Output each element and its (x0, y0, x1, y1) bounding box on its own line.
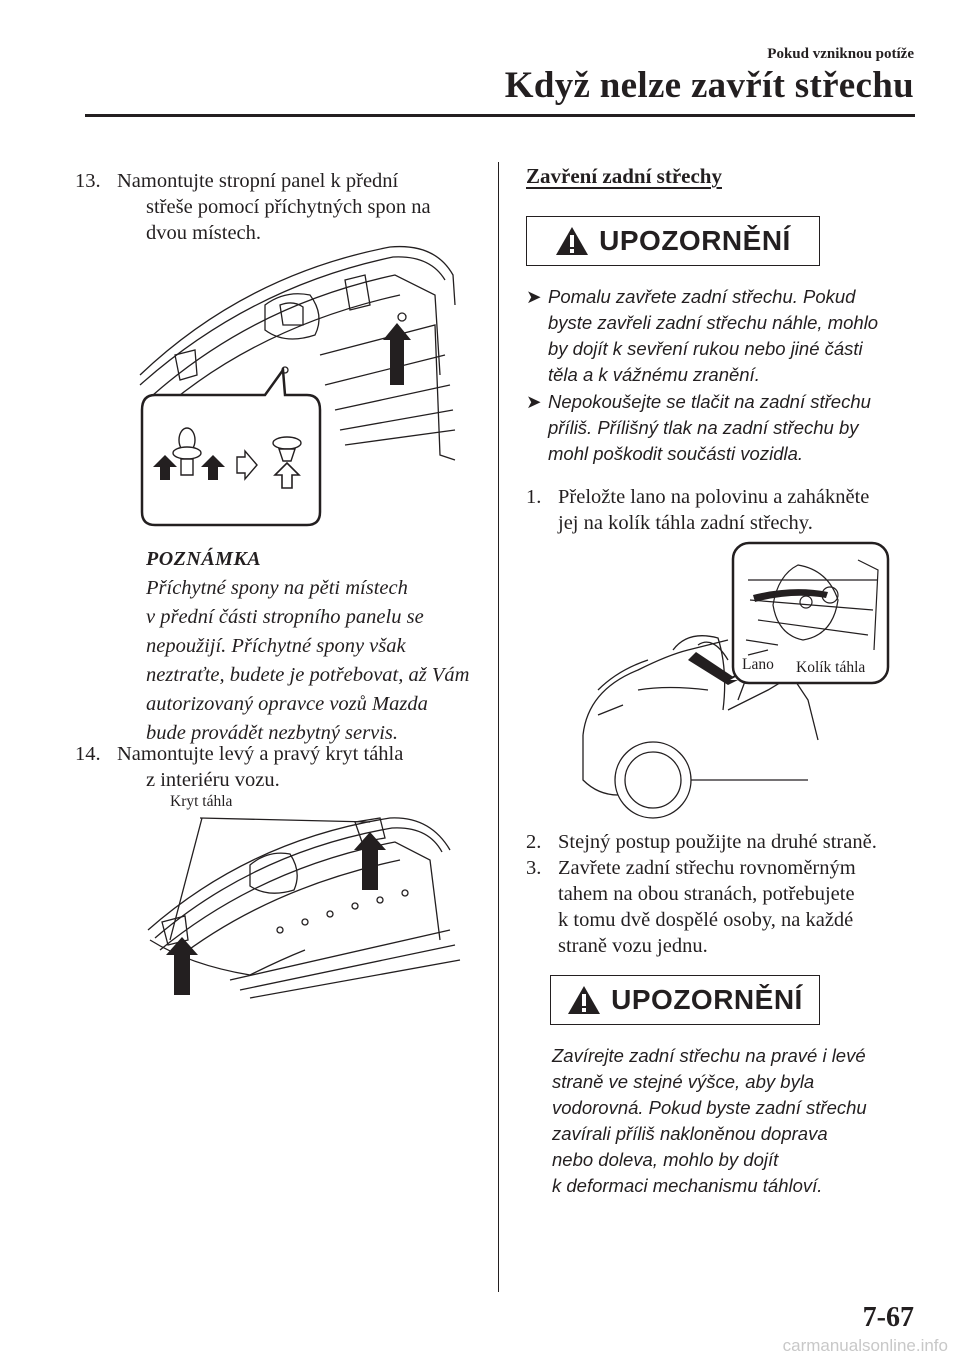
figure-label-rod-cover: Kryt táhla (170, 793, 233, 810)
warning1-item2-line2: příliš. Přílišný tlak na zadní střechu by (548, 417, 859, 438)
page-title: Když nelze zavřít střechu (504, 65, 914, 106)
warning1-item1-line1: Pomalu zavřete zadní střechu. Pokud (548, 286, 856, 307)
step-1-number: 1. (526, 486, 542, 508)
step-3-line-3: k tomu dvě dospělé osoby, na každé (558, 909, 854, 931)
step-14-line-1: Namontujte levý a pravý kryt táhla (117, 743, 404, 765)
note-line-5: autorizovaný opravce vozů Mazda (146, 693, 428, 715)
warning1-item1-line3: by dojít k sevření rukou nebo jiné části (548, 338, 863, 359)
step-3-number: 3. (526, 857, 542, 879)
warning1-item2-line3: mohl poškodit součásti vozidla. (548, 443, 804, 464)
warning2-line-2: straně ve stejné výšce, aby byla (552, 1071, 815, 1092)
step-3-line-2: tahem na obou stranách, potřebujete (558, 883, 855, 905)
figure-rope-on-pin (578, 540, 898, 825)
bullet-arrow-icon: ➤ (526, 391, 542, 412)
note-heading: POZNÁMKA (146, 548, 262, 570)
figure-label-rope: Lano (742, 656, 774, 673)
step-14-line-2: z interiéru vozu. (146, 769, 280, 791)
step-2-number: 2. (526, 831, 542, 853)
warning-title-1: UPOZORNĚNÍ (599, 225, 791, 256)
figure-label-rod-pin: Kolík táhla (796, 659, 866, 676)
note-line-2: v přední části stropního panelu se (146, 606, 424, 628)
warning2-line-5: nebo doleva, mohlo by dojít (552, 1149, 779, 1170)
step-2-line-1: Stejný postup použijte na druhé straně. (558, 831, 877, 853)
warning2-line-1: Zavírejte zadní střechu na pravé i levé (552, 1045, 866, 1066)
note-line-3: nepoužijí. Příchytné spony však (146, 635, 406, 657)
note-line-4: neztraťte, budete je potřebovat, až Vám (146, 664, 470, 686)
warning1-item1-line2: byste zavřeli zadní střechu náhle, mohlo (548, 312, 879, 333)
warning1-item1-line4: těla a k vážnému zranění. (548, 364, 760, 385)
note-line-6: bude provádět nezbytný servis. (146, 722, 399, 744)
note-line-1: Příchytné spony na pěti místech (146, 577, 408, 599)
watermark: carmanualsonline.info (782, 1336, 948, 1355)
warning-banner-2 (550, 975, 820, 1025)
step-13-line-1: Namontujte stropní panel k přední (117, 170, 399, 192)
section-heading-close-rear-roof: Zavření zadní střechy (526, 164, 722, 188)
step-1-line-2: jej na kolík táhla zadní střechy. (558, 512, 813, 534)
warning2-line-4: zavírali příliš nakloněnou doprava (552, 1123, 828, 1144)
step-1-line-1: Přeložte lano na polovinu a zahákněte (558, 486, 870, 508)
header-section: Pokud vzniknou potíže (767, 46, 914, 62)
figure-rod-covers (130, 810, 470, 1000)
step-3-line-1: Zavřete zadní střechu rovnoměrným (558, 857, 856, 879)
warning-triangle-icon (567, 985, 601, 1015)
step-13-number: 13. (75, 170, 101, 192)
warning2-line-6: k deformaci mechanismu táhloví. (552, 1175, 823, 1196)
warning-triangle-icon (555, 226, 589, 256)
header-rule (85, 114, 915, 117)
bullet-arrow-icon: ➤ (526, 286, 542, 307)
step-3-line-4: straně vozu jednu. (558, 935, 708, 957)
warning1-item2-line1: Nepokoušejte se tlačit na zadní střechu (548, 391, 871, 412)
step-13-line-3: dvou místech. (146, 222, 262, 244)
warning-banner-1 (526, 216, 820, 266)
step-13-line-2: střeše pomocí příchytných spon na (146, 196, 431, 218)
figure-roof-panel-clips (135, 235, 470, 530)
step-14-number: 14. (75, 743, 101, 765)
warning-title-2: UPOZORNĚNÍ (611, 984, 803, 1015)
warning2-line-3: vodorovná. Pokud byste zadní střechu (552, 1097, 867, 1118)
page-number: 7-67 (862, 1302, 914, 1333)
column-divider (498, 162, 499, 1292)
